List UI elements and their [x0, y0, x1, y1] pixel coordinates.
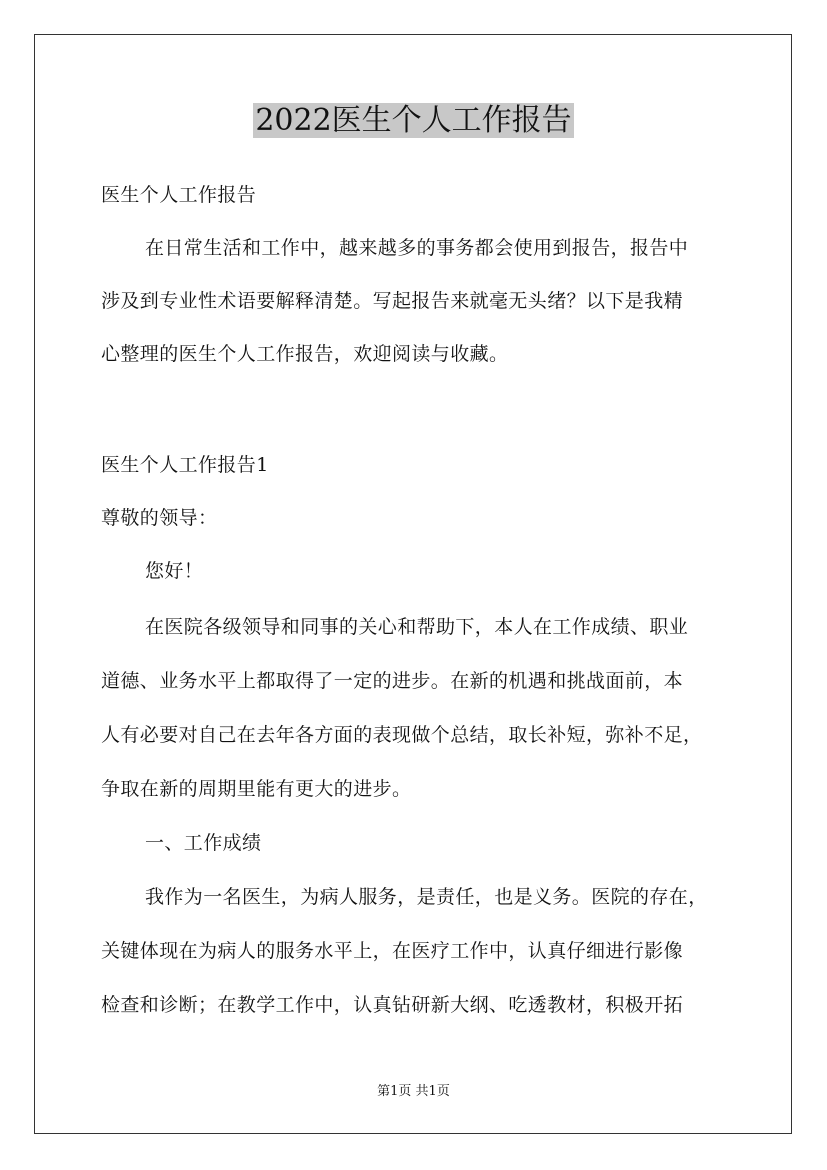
- paragraph-line: 检查和诊断；在教学工作中，认真钻研新大纲、吃透教材，积极开拓: [101, 994, 684, 1016]
- document-title-text: 2022医生个人工作报告: [255, 103, 572, 138]
- paragraph-line: 在医院各级领导和同事的关心和帮助下，本人在工作成绩、职业: [145, 616, 689, 638]
- greeting: 您好！: [145, 560, 204, 582]
- section-heading: 医生个人工作报告: [101, 184, 257, 206]
- paragraph-line: 人有必要对自己在去年各方面的表现做个总结，取长补短，弥补不足，: [101, 724, 703, 746]
- page-number-footer: 第1页 共1页: [377, 1084, 450, 1099]
- subsection-heading: 一、工作成绩: [145, 832, 262, 854]
- paragraph-line: 心整理的医生个人工作报告，欢迎阅读与收藏。: [101, 343, 509, 365]
- paragraph-line: 争取在新的周期里能有更大的进步。: [101, 778, 412, 800]
- section-heading: 医生个人工作报告1: [101, 454, 269, 476]
- paragraph-line: 在日常生活和工作中，越来越多的事务都会使用到报告，报告中: [145, 237, 689, 259]
- paragraph-line: 我作为一名医生，为病人服务，是责任，也是义务。医院的存在，: [145, 886, 708, 908]
- paragraph-line: 涉及到专业性术语要解释清楚。写起报告来就毫无头绪？以下是我精: [101, 290, 684, 312]
- salutation: 尊敬的领导：: [101, 507, 218, 529]
- paragraph-line: 关键体现在为病人的服务水平上，在医疗工作中，认真仔细进行影像: [101, 940, 684, 962]
- document-title: [0, 100, 827, 142]
- paragraph-line: 道德、业务水平上都取得了一定的进步。在新的机遇和挑战面前，本: [101, 670, 684, 692]
